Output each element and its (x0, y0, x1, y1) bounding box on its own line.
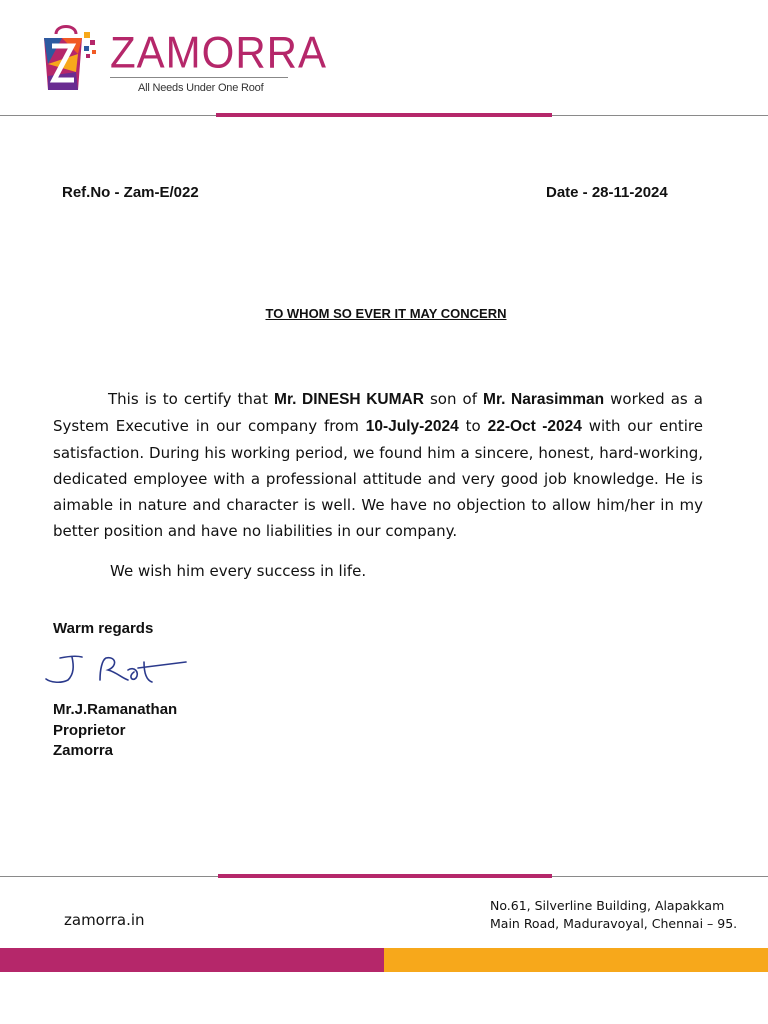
reference-number: Ref.No - Zam-E/022 (62, 184, 199, 201)
subject-text: TO WHOM SO EVER IT MAY CONCERN (265, 306, 507, 321)
signatory-block (53, 700, 177, 762)
body-text-3: worked as a System Executive in our company from (53, 390, 703, 435)
father-name: Mr. Narasimman (483, 391, 605, 408)
body-text-2: son of (423, 390, 484, 408)
company-address (490, 897, 737, 933)
letter-subject (0, 306, 768, 321)
letter-date: Date - 28-11-2024 (546, 184, 668, 201)
handwritten-signature (44, 650, 194, 686)
from-date: 10-July-2024 (365, 418, 459, 435)
closing-wish: We wish him every success in life. (110, 562, 367, 580)
address-line-2: Main Road, Maduravoyal, Chennai – 95. (490, 916, 738, 931)
logo-underline (110, 77, 288, 78)
signatory-designation: Proprietor (53, 721, 126, 739)
signatory-name: Mr.J.Ramanathan (53, 701, 178, 718)
brand-tagline: All Needs Under One Roof (138, 82, 264, 94)
footer-bar-magenta (0, 948, 384, 972)
certificate-body (53, 386, 703, 544)
body-text-1: This is to certify that (108, 390, 275, 408)
warm-regards: Warm regards (53, 620, 154, 637)
to-date: 22-Oct -2024 (487, 418, 582, 435)
employee-name: Mr. DINESH KUMAR (274, 391, 424, 408)
shopping-bag-z-icon (42, 20, 98, 92)
address-line-1: No.61, Silverline Building, Alapakkam (490, 898, 725, 913)
footer-accent-bar (218, 874, 552, 878)
brand-name: ZAMORRA (110, 27, 327, 78)
signatory-company: Zamorra (53, 742, 114, 759)
company-website[interactable]: zamorra.in (64, 911, 145, 929)
footer-bar-gold (384, 948, 768, 972)
body-text-4: to (458, 417, 488, 435)
header-accent-bar (216, 113, 552, 117)
body-text-5: with our entire satisfaction. During his working period, we found him a sincere, honest, hard-working, dedicated employee with a professional attitude and very good job knowledge. He is aimable in nature and character is well. We have no objection to allow him/her in my better position and have no liabilities in our company. (53, 417, 703, 540)
